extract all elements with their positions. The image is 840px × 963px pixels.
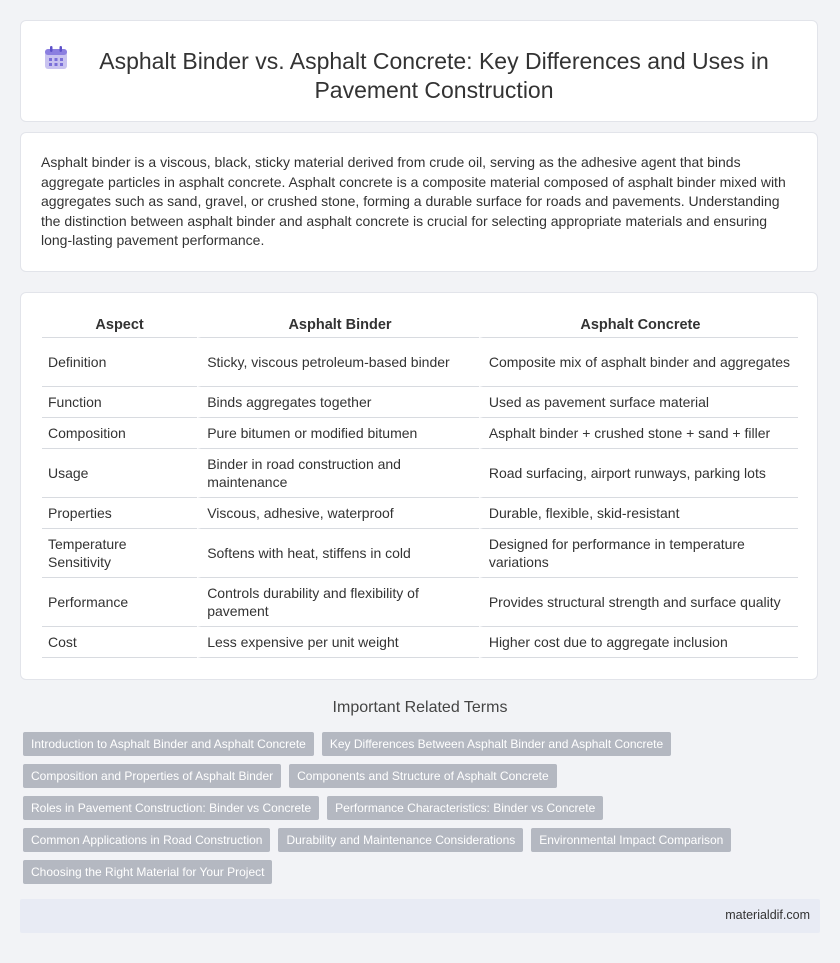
related-term-link[interactable]: Durability and Maintenance Considerations	[278, 828, 523, 852]
related-term-link[interactable]: Components and Structure of Asphalt Concrete	[289, 764, 556, 788]
related-term-link[interactable]: Environmental Impact Comparison	[531, 828, 731, 852]
table-cell: Controls durability and flexibility of pavement	[197, 578, 479, 627]
table-row	[42, 338, 798, 387]
table-row	[42, 498, 798, 529]
related-term-link[interactable]: Common Applications in Road Construction	[23, 828, 270, 852]
table-row	[42, 449, 798, 498]
table-cell: Composition	[42, 418, 197, 449]
table-cell: Higher cost due to aggregate inclusion	[479, 627, 798, 658]
related-term-link[interactable]: Introduction to Asphalt Binder and Asphalt Concrete	[23, 732, 314, 756]
table-cell: Road surfacing, airport runways, parking lots	[479, 449, 798, 498]
related-term-link[interactable]: Composition and Properties of Asphalt Binder	[23, 764, 281, 788]
column-header-aspect: Aspect	[42, 315, 197, 338]
table-header-row	[42, 315, 798, 338]
table-cell: Asphalt binder + crushed stone + sand + filler	[479, 418, 798, 449]
table-cell: Binds aggregates together	[197, 387, 479, 418]
table-cell: Sticky, viscous petroleum-based binder	[197, 338, 479, 387]
table-cell: Viscous, adhesive, waterproof	[197, 498, 479, 529]
table-row	[42, 578, 798, 627]
column-header-binder: Asphalt Binder	[197, 315, 479, 338]
table-cell: Definition	[42, 338, 197, 387]
table-cell: Binder in road construction and maintenance	[197, 449, 479, 498]
table-cell: Usage	[42, 449, 197, 498]
table-cell: Cost	[42, 627, 197, 658]
table-cell: Temperature Sensitivity	[42, 529, 197, 578]
related-term-link[interactable]: Roles in Pavement Construction: Binder vs Concrete	[23, 796, 319, 820]
table-cell: Less expensive per unit weight	[197, 627, 479, 658]
related-term-link[interactable]: Performance Characteristics: Binder vs Concrete	[327, 796, 603, 820]
table-cell: Function	[42, 387, 197, 418]
site-name[interactable]: materialdif.com	[725, 908, 810, 922]
related-term-link[interactable]: Key Differences Between Asphalt Binder and Asphalt Concrete	[322, 732, 671, 756]
table-cell: Properties	[42, 498, 197, 529]
table-cell: Performance	[42, 578, 197, 627]
table-row	[42, 627, 798, 658]
table-cell: Composite mix of asphalt binder and aggregates	[479, 338, 798, 387]
table-row	[42, 529, 798, 578]
table-cell: Softens with heat, stiffens in cold	[197, 529, 479, 578]
table-row	[42, 418, 798, 449]
table-row	[42, 387, 798, 418]
related-term-link[interactable]: Choosing the Right Material for Your Project	[23, 860, 272, 884]
footer	[20, 899, 820, 933]
table-cell: Pure bitumen or modified bitumen	[197, 418, 479, 449]
intro-paragraph: Asphalt binder is a viscous, black, sticky material derived from crude oil, serving as the adhesive agent that binds aggregate particles in asphalt concrete. Asphalt concrete is a composite material composed of asphalt binder mixed with aggregates such as sand, gravel, or crushed stone, forming a durable surface for roads and pavements. Understanding the distinction between asphalt binder and asphalt concrete is crucial for selecting appropriate materials and ensuring long-lasting pavement performance.	[41, 154, 786, 248]
table-cell: Durable, flexible, skid-resistant	[479, 498, 798, 529]
related-terms-tags	[23, 732, 823, 892]
table-cell: Provides structural strength and surface quality	[479, 578, 798, 627]
intro-card	[20, 132, 818, 272]
comparison-card	[20, 292, 818, 680]
comparison-table	[42, 315, 798, 658]
column-header-concrete: Asphalt Concrete	[479, 315, 798, 338]
table-cell: Used as pavement surface material	[479, 387, 798, 418]
page-title: Asphalt Binder vs. Asphalt Concrete: Key Differences and Uses in Pavement Construction	[99, 48, 769, 103]
header-card	[20, 20, 818, 122]
related-terms-heading: Important Related Terms	[332, 699, 508, 716]
table-cell: Designed for performance in temperature variations	[479, 529, 798, 578]
